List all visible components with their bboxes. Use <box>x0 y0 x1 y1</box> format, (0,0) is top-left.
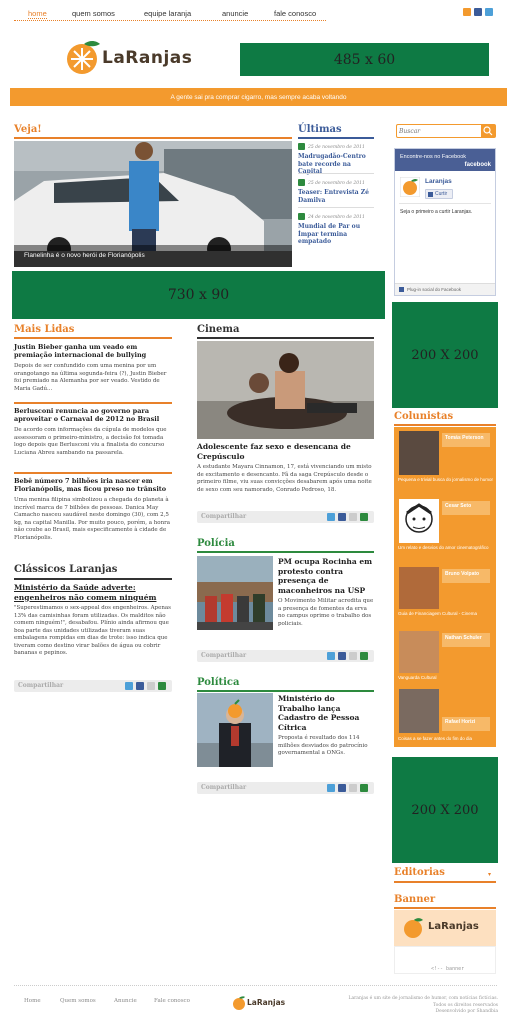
columnist-avatar[interactable] <box>399 631 439 673</box>
ultimas-date-3: 24 de novembro de 2011 <box>298 213 365 220</box>
twitter-share-icon[interactable] <box>327 513 335 521</box>
veja-rule <box>14 137 292 139</box>
politica-photo-image <box>197 693 273 767</box>
colunistas-box <box>394 427 496 747</box>
facebook-share-icon[interactable] <box>338 513 346 521</box>
email-share-icon[interactable] <box>349 784 357 792</box>
facebook-share-icon[interactable] <box>136 682 144 690</box>
orange-logo-icon <box>64 38 104 76</box>
search-icon <box>481 125 495 137</box>
facebook-icon[interactable] <box>474 8 482 16</box>
policia-text: O Movimento Militar acredita que a presença de fomentes da erva no campus oprime o trabalho dos policiais. <box>278 598 374 627</box>
facebook-share-icon[interactable] <box>338 784 346 792</box>
banner-code-box[interactable] <box>394 946 496 974</box>
mais-lidas-headline-1[interactable]: Justin Bieber ganha um veado em premiação internacional de bullying <box>14 343 147 359</box>
ultimas-headline-1[interactable]: Madrugadão-Centro bate recorde na Capital <box>298 153 366 175</box>
facebook-widget <box>394 148 496 296</box>
share-icon[interactable] <box>158 682 166 690</box>
footer-link-anuncie[interactable]: Anuncie <box>114 998 137 1004</box>
mais-lidas-headline-2[interactable]: Berlusconi renuncia ao governo para aproveitar o Carnaval de 2012 no Brasil <box>14 407 160 423</box>
nav-anuncie[interactable]: anuncie <box>222 9 249 18</box>
share-icon <box>298 143 305 150</box>
banner-logo-box[interactable] <box>394 910 496 946</box>
columnist-name[interactable]: Bruno Volpato <box>442 569 490 583</box>
politica-photo[interactable] <box>197 693 273 767</box>
footer-info-line-3: Desenvolvido por Shandbia <box>435 1009 498 1014</box>
share-label[interactable]: Compartilhar <box>201 652 247 659</box>
cinema-photo-image <box>197 341 374 439</box>
email-share-icon[interactable] <box>349 652 357 660</box>
policia-photo-image <box>197 556 273 630</box>
mais-lidas-rule <box>14 337 172 339</box>
columnist-avatar[interactable] <box>399 689 439 733</box>
share-icon[interactable] <box>360 784 368 792</box>
classicos-title: Clássicos Laranjas <box>14 564 118 575</box>
colunistas-title: Colunistas <box>394 411 454 422</box>
share-icon <box>298 213 305 220</box>
columnist-caption[interactable]: Um relato e desvios do amor cinematográfico <box>398 545 489 550</box>
footer-logo-text: LaRanjas <box>247 998 286 1007</box>
chevron-down-icon[interactable]: ▾ <box>488 871 492 878</box>
nav-quem-somos[interactable]: quem somos <box>72 9 115 18</box>
columnist-name[interactable]: Rafael Horizi <box>442 717 490 731</box>
columnist-caption[interactable]: Pequena e trivial busca do jornalismo de humor <box>398 477 494 482</box>
banner-title: Banner <box>394 894 436 905</box>
ad-banner-top[interactable]: 485 x 60 <box>240 43 489 76</box>
ultimas-rule <box>298 137 374 139</box>
veja-caption[interactable]: Flanelinha é o novo herói de Florianópolis <box>24 252 145 259</box>
classicos-share-bar <box>14 680 172 692</box>
facebook-page-name[interactable]: Laranjas <box>425 178 452 185</box>
banner-code: <!-- banner <box>431 966 465 972</box>
nav-equipe-laranja[interactable]: equipe laranja <box>144 9 192 18</box>
politica-text: Proposta é resultado dos 114 milhões desviados do patrocínio governamental a ONGs. <box>278 735 368 756</box>
politica-share-bar <box>197 782 374 794</box>
top-nav <box>0 0 507 22</box>
facebook-plugin-text[interactable]: Plug-in social do Facebook <box>407 287 462 292</box>
classicos-rule <box>14 578 172 580</box>
email-share-icon[interactable] <box>147 682 155 690</box>
orange-logo-icon <box>402 916 426 940</box>
orange-logo-icon <box>232 995 246 1011</box>
facebook-footer <box>395 283 495 295</box>
facebook-first-text: Seja o primeiro a curtir Laranjas. <box>400 209 473 215</box>
mais-lidas-text-1: Depois de ser confundido com uma menina por um orangotango na última segunda-feira (?), Justin Bieber foi premiado na Alemanha por ser veado. Vestido de Maria Gadú... <box>14 363 167 392</box>
cartoon-face-icon <box>399 499 439 543</box>
policia-photo[interactable] <box>197 556 273 630</box>
columnist-name[interactable]: Cesar Seto <box>442 501 490 515</box>
cinema-text: A estudante Mayara Cinnamon, 17, está vivenciando um misto de excitamento e desencanto. Fã da saga Crepúsculo desde o primeiro filme, viu suas convicções desabarem após uma noite de sexo com seu namorado, Conrado Pedroso, 18. <box>197 464 372 493</box>
share-icon[interactable] <box>360 652 368 660</box>
facebook-share-icon[interactable] <box>338 652 346 660</box>
mais-lidas-title: Mais Lidas <box>14 324 75 335</box>
laranjas-page-avatar[interactable] <box>400 177 420 197</box>
nav-fale-conosco[interactable]: fale conosco <box>274 9 317 18</box>
footer-info <box>330 996 498 1016</box>
nav-underline <box>14 20 326 21</box>
ultimas-divider <box>298 173 374 174</box>
ultimas-headline-3[interactable]: Mundial de Par ou Ímpar termina empatado <box>298 223 361 245</box>
columnist-avatar[interactable] <box>399 431 439 475</box>
politica-headline[interactable]: Ministério do Trabalho lança Cadastro de Pessoa Cítrica <box>278 694 360 732</box>
nav-home[interactable]: home <box>28 9 47 18</box>
mais-lidas-divider <box>14 472 172 474</box>
footer-link-quem-somos[interactable]: Quem somos <box>60 998 96 1004</box>
twitter-share-icon[interactable] <box>125 682 133 690</box>
share-label[interactable]: Compartilhar <box>201 513 247 520</box>
footer-info-line-1: Laranjas é um site de jornalismo de humor, com notícias fictícias. <box>348 996 498 1001</box>
veja-photo[interactable] <box>14 141 292 267</box>
facebook-small-icon <box>399 287 404 292</box>
share-label[interactable]: Compartilhar <box>18 682 64 689</box>
cinema-rule <box>197 337 374 339</box>
tagline-text: A gente sai pra comprar cigarro, mas sempre acaba voltando <box>170 93 347 101</box>
share-label[interactable]: Compartilhar <box>201 784 247 791</box>
columnist-avatar[interactable] <box>399 499 439 543</box>
search-box <box>396 124 496 138</box>
columnist-name[interactable]: Nathan Schuler <box>442 633 490 647</box>
colunistas-rule <box>394 424 496 426</box>
columnist-name[interactable]: Tomás Peterson <box>442 433 490 447</box>
footer-link-fale-conosco[interactable]: Fale conosco <box>154 998 190 1004</box>
facebook-like-label: Curtir <box>435 191 448 197</box>
facebook-brand: facebook <box>464 162 491 168</box>
editorias-title[interactable]: Editorias <box>394 867 445 878</box>
ad-square-2[interactable]: 200 X 200 <box>392 757 498 863</box>
twitter-share-icon[interactable] <box>327 652 335 660</box>
facebook-divider <box>399 203 491 204</box>
search-button[interactable] <box>481 125 495 137</box>
footer-link-home[interactable]: Home <box>24 998 41 1004</box>
editorias-rule <box>394 881 496 883</box>
footer-logo[interactable] <box>232 995 292 1011</box>
rss-icon[interactable] <box>463 8 471 16</box>
twitter-share-icon[interactable] <box>327 784 335 792</box>
thumbs-up-icon <box>428 192 433 197</box>
facebook-header-text: Encontre-nos no Facebook <box>400 154 467 160</box>
politica-title: Política <box>197 677 240 688</box>
ultimas-title: Últimas <box>298 124 342 135</box>
columnist-caption[interactable]: Coisas a se fazer antes do fim do dia <box>398 736 473 741</box>
columnist-caption[interactable]: Guia de Financiagem Cultural - Cinema <box>398 611 478 616</box>
cinema-headline[interactable]: Adolescente faz sexo e desencana de Crepúsculo <box>197 442 351 461</box>
classicos-headline[interactable]: Ministério da Saúde adverte: engenheiros não comem ninguém <box>14 583 157 602</box>
banner-rule <box>394 907 496 909</box>
ultimas-date-2: 25 de novembro de 2011 <box>298 179 365 186</box>
ad-square-1[interactable]: 200 X 200 <box>392 302 498 408</box>
footer-info-line-2: Todos os direitos reservados <box>432 1002 498 1008</box>
veja-title: Veja! <box>14 124 42 135</box>
columnist-caption[interactable]: Vanguarda Cultural <box>398 675 437 680</box>
search-input[interactable] <box>399 126 477 136</box>
footer-divider <box>14 985 497 986</box>
cinema-share-bar <box>197 511 374 523</box>
cinema-title: Cinema <box>197 324 240 335</box>
email-share-icon[interactable] <box>349 513 357 521</box>
mais-lidas-headline-3[interactable]: Bebê número 7 bilhões iria nascer em Florianópolis, mas ficou preso no trânsito <box>14 477 167 493</box>
ultimas-date-1: 25 de novembro de 2011 <box>298 143 365 150</box>
tagline-bar <box>10 88 507 106</box>
site-logo[interactable] <box>64 38 204 76</box>
policia-title: Polícia <box>197 538 235 549</box>
mais-lidas-text-3: Uma menina filipina simbolizou a chegada do planeta à incrível marca de 7 bilhões de pessoas. Danica May Camacho nasceu saudável neste domingo (30), com 2,5 kg, na capital Manilla. Por muito pouco, porém, a honra não coube ao Brasil, mais especificamente à cidade de Florianópolis. <box>14 497 171 541</box>
ultimas-divider <box>298 207 374 208</box>
politica-rule <box>197 690 374 692</box>
facebook-header <box>395 149 495 171</box>
mais-lidas-text-2: De acordo com informações da cúpula de modelos que assessoram o primeiro-ministro, a decisão foi tomada logo depois que Berlusconi viu a finalista do concurso Luciana Abreu sambando na passarela. <box>14 427 167 456</box>
policia-share-bar <box>197 650 374 662</box>
policia-rule <box>197 551 374 553</box>
ultimas-headline-2[interactable]: Teaser: Entrevista Zé Damilva <box>298 189 369 204</box>
share-icon <box>298 179 305 186</box>
mais-lidas-divider <box>14 402 172 404</box>
share-icon[interactable] <box>360 513 368 521</box>
facebook-like-button[interactable] <box>425 189 453 199</box>
logo-text: LaRanjas <box>102 48 193 68</box>
columnist-avatar[interactable] <box>399 567 439 609</box>
banner-logo-text: LaRanjas <box>428 921 479 932</box>
twitter-icon[interactable] <box>485 8 493 16</box>
cinema-photo[interactable] <box>197 341 374 439</box>
classicos-text: "Superestimamos o sex-appeal dos engenheiros. Apenas 13% das camisinhas foram utilizadas. Os malditos não comem ninguém!", desabafou. Plínio ainda afirmou que boa parte das unidades utilizadas tiveram suas embalagens rompidas em dias de trote: isso indica que tiveram como destino virar balões de água ou cobrir bananas e pepinos. <box>14 605 171 656</box>
ad-banner-mid[interactable]: 730 x 90 <box>12 271 385 319</box>
policia-headline[interactable]: PM ocupa Rocinha em protesto contra presença de maconheiros na USP <box>278 557 373 595</box>
